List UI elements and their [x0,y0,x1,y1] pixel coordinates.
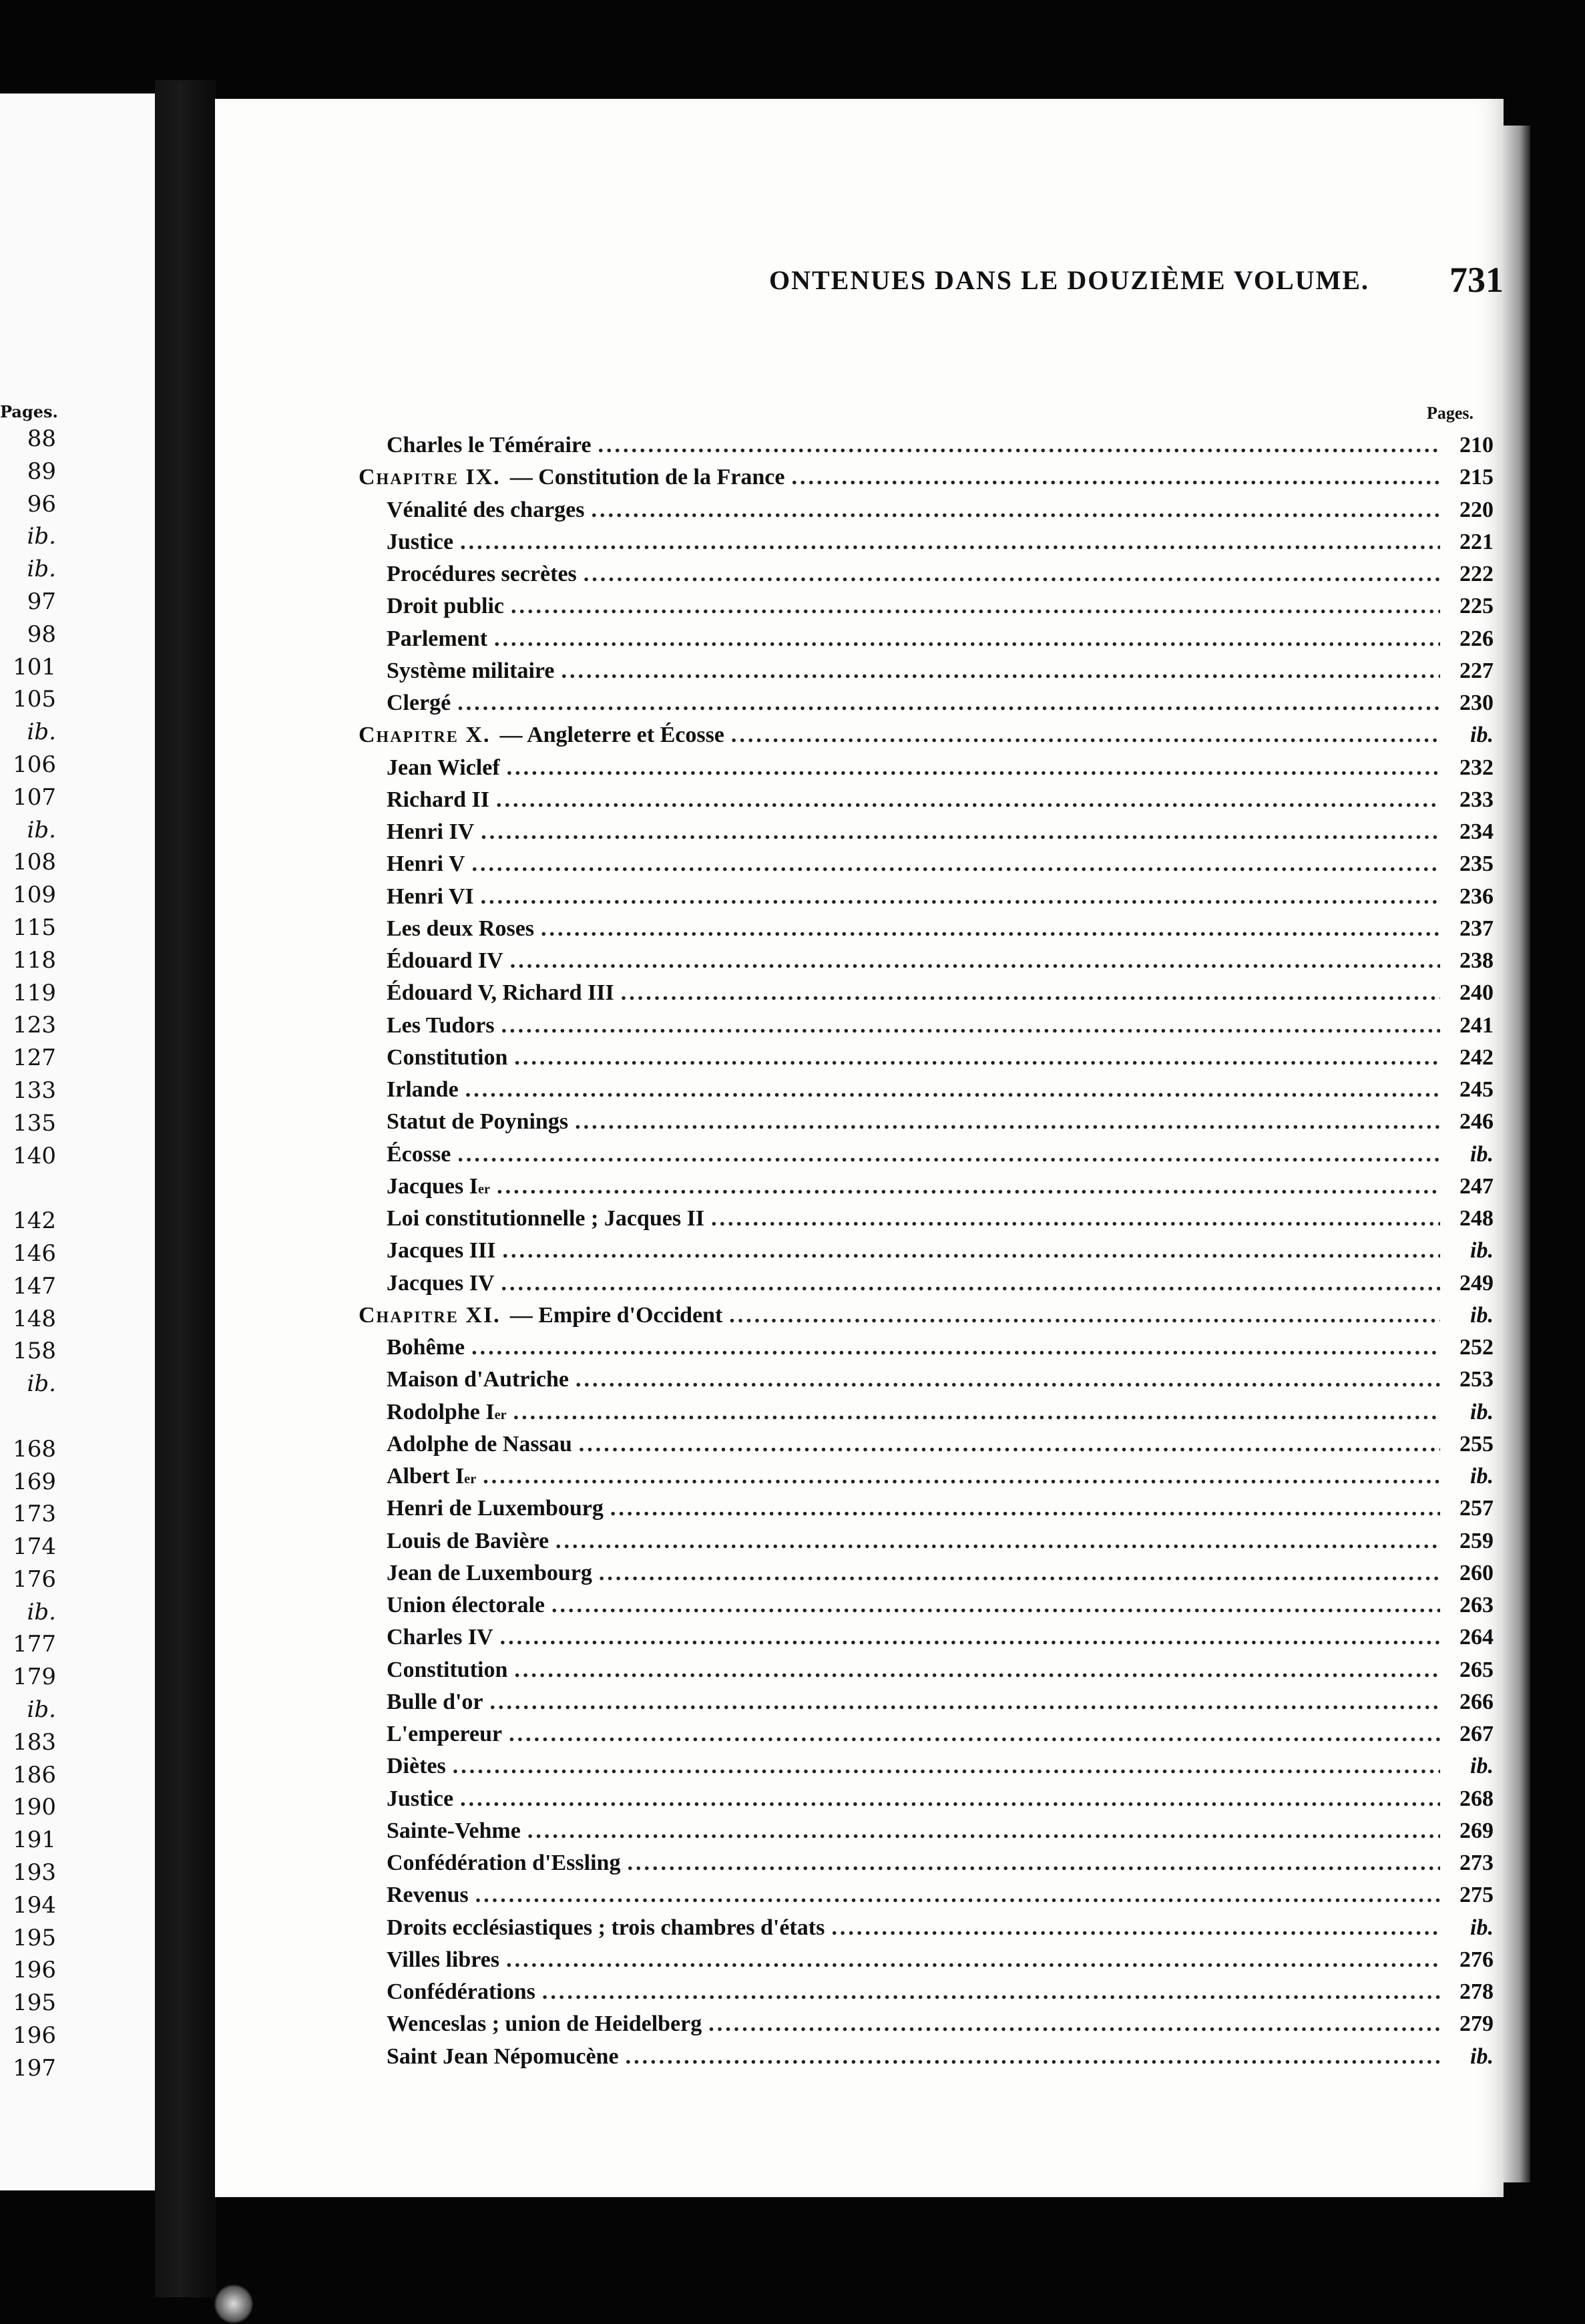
left-page-number: 194 [13,1891,56,1919]
toc-entry-label: Charles IV [387,1625,493,1650]
dot-leader [509,1722,1440,1747]
toc-entry-label: Union électorale [387,1593,545,1617]
left-page-number: 118 [13,946,56,974]
toc-entry-row [359,980,1494,1012]
dot-leader [527,1818,1440,1844]
dot-leader [506,1947,1440,1973]
toc-entry-row [359,1045,1494,1077]
ordinal-superscript: er [464,1472,477,1487]
left-page-number: 140 [13,1142,56,1169]
dot-leader [481,884,1440,910]
dot-leader [551,1593,1440,1618]
toc-entry-row [359,1658,1494,1690]
toc-entry-row [359,1690,1494,1722]
left-page-number [0,1172,56,1205]
toc-page-number: 276 [1459,1947,1494,1972]
toc-entry-row [359,1947,1494,1979]
toc-page-number: 249 [1459,1270,1494,1296]
dot-leader [729,1303,1440,1328]
left-page-number: 197 [13,2054,56,2082]
left-page-number: 173 [13,1501,56,1528]
toc-entry-row [359,594,1494,626]
toc-entry-row [359,1561,1494,1593]
toc-entry-label: Justice [387,1786,454,1811]
left-page-number: 174 [13,1533,56,1561]
left-page-number: 177 [13,1631,56,1658]
pages-column-label: Pages. [1426,403,1474,423]
dot-leader [513,1400,1440,1425]
toc-page-number: 232 [1459,755,1494,780]
left-page-number: 88 [27,425,56,452]
toc-entry-row [359,433,1494,465]
toc-entry-label: Édouard IV [387,948,503,973]
toc-page-number: 245 [1459,1077,1494,1102]
dot-leader [490,1690,1440,1715]
toc-entry-row [359,1915,1494,1947]
dot-leader [542,1979,1440,2005]
left-page-number: 101 [13,653,56,681]
left-page-number: ib. [27,523,56,550]
left-page-number: 193 [13,1859,56,1887]
toc-page-number: 242 [1459,1044,1494,1070]
left-facing-page [0,93,158,2190]
dot-leader [471,851,1440,877]
left-page-number: 190 [13,1794,56,1821]
toc-page-number: 266 [1459,1689,1494,1714]
left-page-number: 195 [13,1924,56,1951]
toc-entry-label: — Angleterre et Écosse [499,723,724,748]
dot-leader [731,723,1440,748]
toc-page-number: ib. [1470,1399,1494,1424]
toc-page-number: 234 [1459,819,1494,844]
toc-page-number: ib. [1470,1302,1494,1328]
toc-page-number: 227 [1459,658,1494,683]
left-page-number: 107 [13,783,56,811]
toc-entry-row [359,1432,1494,1464]
toc-entry-label: Henri IV [387,819,475,844]
toc-entry-label: Édouard V, Richard III [387,980,614,1006]
left-page-number: 196 [13,2022,56,2050]
toc-page-number: 259 [1459,1528,1494,1553]
toc-page-number: 267 [1459,1722,1494,1746]
toc-entry-row [359,562,1494,594]
toc-entry-label: Bohême [387,1335,465,1360]
toc-page-number: 222 [1459,562,1494,586]
dot-leader [453,1754,1440,1779]
toc-page-number: 264 [1459,1625,1494,1650]
toc-page-number: 263 [1459,1593,1494,1617]
toc-entry-label: Jacques IV [387,1270,495,1296]
toc-entry-label: Bulle d'or [387,1689,483,1714]
running-head [542,259,1504,313]
dot-leader [483,1464,1440,1489]
dot-leader [500,1625,1440,1650]
toc-page-number: 226 [1459,626,1494,651]
toc-page-number: 279 [1459,2011,1494,2037]
toc-entry-row [359,658,1494,691]
toc-entry-label: — Empire d'Occident [509,1302,723,1328]
toc-entry-label: L'empereur [387,1722,503,1746]
scan-artifact [214,2284,254,2324]
toc-entry-row [359,755,1494,787]
toc-entry-row [359,819,1494,851]
toc-entry-label: Constitution [387,1044,508,1070]
toc-entry-row [359,1818,1494,1851]
toc-page-number: 220 [1459,497,1494,522]
toc-page-number: 215 [1459,465,1494,490]
left-page-number: 108 [13,849,56,876]
toc-entry-row [359,884,1494,916]
left-page-number: 106 [13,751,56,778]
toc-entry-row [359,1786,1494,1818]
toc-page-number: 248 [1459,1206,1494,1231]
toc-entry-label: Henri V [387,851,465,877]
dot-leader [460,530,1440,555]
dot-leader [561,658,1440,684]
dot-leader [627,1851,1440,1876]
toc-entry-row [359,691,1494,723]
dot-leader [501,1271,1440,1296]
left-page-number: 176 [13,1565,56,1593]
toc-page-number: 237 [1459,916,1494,941]
dot-leader [475,1883,1440,1908]
dot-leader [610,1496,1440,1521]
toc-page-number: 241 [1459,1012,1494,1038]
toc-entry-label: Droits ecclésiastiques ; trois chambres d'états [387,1915,825,1940]
toc-entry-row [359,851,1494,884]
toc-page-number: 273 [1459,1851,1494,1875]
left-page-number: 89 [27,457,56,485]
left-page-number: ib. [27,719,56,746]
toc-page-number: ib. [1470,1464,1494,1489]
left-page-number: 191 [13,1826,56,1854]
toc-entry-row [359,2044,1494,2076]
toc-entry-label: Confédération d'Essling [387,1851,621,1875]
toc-page-number: 253 [1459,1367,1494,1392]
dot-leader [494,626,1440,652]
left-page-number: 97 [27,588,56,615]
dot-leader [457,691,1440,716]
toc-entry-row [359,1335,1494,1367]
toc-page-number: 257 [1459,1496,1494,1521]
table-of-contents [359,433,1494,2076]
toc-entry-row [359,1077,1494,1109]
toc-entry-label: Jean Wiclef [387,755,500,780]
left-page-number: 119 [13,979,56,1006]
toc-page-number: ib. [1470,1141,1494,1167]
dot-leader [576,1367,1440,1392]
toc-entry-row [359,626,1494,658]
dot-leader [584,562,1440,587]
dot-leader [465,1077,1440,1103]
toc-entry-label: Parlement [387,626,488,651]
running-head-title: ONTENUES DANS LE DOUZIÈME VOLUME. [769,265,1370,295]
dot-leader [457,1142,1440,1167]
toc-entry-label: Confédérations [387,1979,535,2004]
toc-page-number: 238 [1459,948,1494,973]
toc-entry-label: Vénalité des charges [387,497,585,522]
toc-entry-row [359,1013,1494,1045]
dot-leader [502,1238,1440,1264]
toc-entry-label: Saint Jean Népomucène [387,2044,619,2069]
toc-entry-row [359,1625,1494,1657]
left-page-number: 169 [13,1468,56,1495]
toc-page-number: ib. [1470,723,1494,748]
toc-entry-row [359,1722,1494,1754]
dot-leader [598,433,1440,458]
dot-leader [460,1786,1440,1812]
toc-entry-row [359,2011,1494,2044]
left-page-number: 115 [13,914,56,941]
toc-entry-row [359,498,1494,530]
left-page-number: 96 [27,490,56,518]
left-page-numbers [0,423,56,2085]
toc-entry-row [359,1238,1494,1270]
toc-page-number: 268 [1459,1786,1494,1811]
toc-entry-row [359,1754,1494,1786]
dot-leader [708,2011,1440,2037]
toc-entry-row [359,1400,1494,1432]
left-page-number: 133 [13,1077,56,1104]
dot-leader [711,1206,1440,1231]
toc-entry-label: Rodolphe I [387,1399,495,1424]
toc-entry-label: Jacques III [387,1238,496,1264]
left-page-number: 147 [13,1272,56,1300]
toc-entry-row [359,1367,1494,1399]
toc-entry-label: Droit public [387,594,505,619]
toc-page-number: 278 [1459,1979,1494,2004]
toc-page-number: ib. [1470,1754,1494,1779]
toc-page-number: 255 [1459,1431,1494,1457]
toc-entry-row [359,1496,1494,1528]
toc-entry-label: Constitution [387,1657,508,1682]
toc-page-number: 269 [1459,1818,1494,1843]
toc-entry-label: Clergé [387,691,451,715]
toc-entry-row [359,1206,1494,1238]
dot-leader [481,819,1440,845]
toc-page-number: 252 [1459,1335,1494,1360]
toc-entry-row [359,948,1494,980]
toc-page-number: 230 [1459,691,1494,715]
dot-leader [507,755,1440,781]
ordinal-superscript: er [477,1181,491,1197]
toc-page-number: 236 [1459,884,1494,909]
toc-entry-label: Statut de Poynings [387,1109,569,1135]
dot-leader [514,1045,1440,1071]
toc-entry-label: — Constitution de la France [509,465,785,490]
dot-leader [579,1432,1440,1457]
toc-chapter-row [359,465,1494,497]
left-page-number: ib. [27,1370,56,1398]
dot-leader [510,948,1440,974]
toc-page-number: 233 [1459,787,1494,812]
toc-entry-row [359,1883,1494,1915]
chapter-number: Chapitre IX. [359,465,501,490]
dot-leader [599,1561,1440,1586]
toc-entry-label: Villes libres [387,1947,500,1972]
page-number: 731 [1449,260,1504,300]
toc-page-number: 246 [1459,1109,1494,1135]
toc-page-number: 240 [1459,980,1494,1006]
toc-entry-row [359,1109,1494,1141]
toc-entry-label: Albert I [387,1464,465,1489]
toc-entry-label: Jacques I [387,1173,478,1199]
toc-entry-label: Louis de Bavière [387,1528,549,1553]
toc-entry-row [359,1271,1494,1303]
dot-leader [575,1109,1440,1135]
toc-page-number: 235 [1459,851,1494,877]
toc-entry-label: Jean de Luxembourg [387,1560,592,1585]
dot-leader [511,594,1440,619]
toc-entry-row [359,1851,1494,1883]
left-page-number: 127 [13,1044,56,1072]
toc-page-number: 265 [1459,1657,1494,1682]
dot-leader [501,1013,1440,1038]
toc-entry-row [359,1529,1494,1561]
left-page-number: 179 [13,1664,56,1691]
toc-entry-row [359,1979,1494,2011]
toc-entry-row [359,1593,1494,1625]
ordinal-superscript: er [494,1407,507,1422]
toc-entry-label: Maison d'Autriche [387,1367,569,1392]
dot-leader [831,1915,1440,1941]
toc-entry-label: Système militaire [387,658,555,683]
left-page-number: 183 [13,1728,56,1756]
toc-entry-row [359,916,1494,948]
toc-page-number: 221 [1459,529,1494,554]
toc-page-number: ib. [1470,2044,1494,2069]
dot-leader [555,1529,1440,1554]
left-page-number: ib. [27,816,56,843]
chapter-number: Chapitre XI. [359,1302,501,1328]
toc-page-number: ib. [1470,1915,1494,1940]
left-page-number: 158 [13,1338,56,1365]
toc-entry-label: Les deux Roses [387,916,535,941]
toc-page-number: 275 [1459,1883,1494,1908]
toc-entry-row [359,1174,1494,1206]
toc-entry-label: Richard II [387,787,489,812]
dot-leader [497,1174,1440,1199]
dot-leader [592,498,1440,523]
toc-page-number: 210 [1459,433,1494,457]
toc-page-number: 225 [1459,594,1494,619]
toc-chapter-row [359,723,1494,755]
left-page-number: 135 [13,1109,56,1137]
left-page-number: 146 [13,1239,56,1267]
toc-entry-row [359,1464,1494,1496]
toc-page-number: 247 [1459,1173,1494,1199]
toc-entry-label: Les Tudors [387,1012,495,1038]
toc-entry-label: Justice [387,529,454,554]
toc-entry-label: Écosse [387,1141,451,1167]
toc-entry-label: Irlande [387,1077,459,1102]
toc-entry-label: Loi constitutionnelle ; Jacques II [387,1206,705,1231]
dot-leader [621,980,1440,1006]
left-page-number: ib. [27,1598,56,1625]
toc-entry-label: Diètes [387,1754,446,1779]
toc-entry-row [359,530,1494,562]
left-page-number: 98 [27,620,56,648]
dot-leader [514,1658,1440,1683]
dot-leader [496,787,1440,813]
left-page-number: 186 [13,1761,56,1788]
left-page-number: 168 [13,1435,56,1463]
toc-page-number: ib. [1470,1238,1494,1264]
left-page-number: ib. [27,1696,56,1724]
dot-leader [471,1335,1440,1360]
toc-entry-label: Procédures secrètes [387,562,577,586]
toc-entry-label: Henri VI [387,884,474,909]
toc-entry-label: Wenceslas ; union de Heidelberg [387,2011,702,2037]
dot-leader [791,465,1440,490]
toc-entry-label: Sainte-Vehme [387,1818,521,1843]
left-page-number: 148 [13,1305,56,1332]
toc-chapter-row [359,1303,1494,1335]
toc-entry-label: Revenus [387,1883,469,1908]
left-page-number: 195 [13,1989,56,2017]
left-page-number: 196 [13,1957,56,1984]
left-page-number [0,1400,56,1433]
left-page-number: 123 [13,1012,56,1039]
left-page-number: 142 [13,1207,56,1235]
dot-leader [541,916,1440,942]
toc-entry-label: Henri de Luxembourg [387,1496,604,1521]
left-pages-label: Pages. [0,402,58,421]
main-page [215,99,1504,2197]
toc-entry-label: Charles le Téméraire [387,433,592,457]
left-page-number: 109 [13,882,56,909]
left-page-number: ib. [27,556,56,583]
toc-page-number: 260 [1459,1560,1494,1585]
dot-leader [626,2044,1440,2070]
toc-entry-row [359,1142,1494,1174]
toc-entry-row [359,787,1494,819]
toc-entry-label: Adolphe de Nassau [387,1431,572,1457]
left-page-number: 105 [13,686,56,713]
book-spine [155,80,216,2297]
chapter-number: Chapitre X. [359,723,491,748]
